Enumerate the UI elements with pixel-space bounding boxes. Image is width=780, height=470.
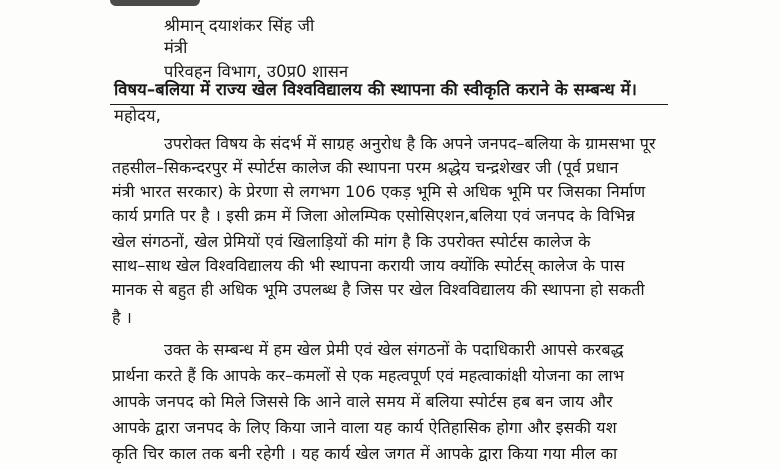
paragraph-2-line: कृति चिर काल तक बनी रहेगी । यह कार्य खेल जगत में आपके द्वारा किया गया मील का	[112, 444, 618, 463]
paper-edge-mark	[110, 0, 200, 6]
paragraph-2-line: उक्त के सम्बन्ध में हम खेल प्रेमी एवं खेल संगठनों के पदाधिकारी आपसे करबद्ध	[164, 340, 624, 359]
paragraph-1-line: कार्य प्रगति पर है । इसी क्रम में जिला ओलम्पिक एसोसिएशन,बलिया एवं जनपद के विभिन्न	[112, 206, 635, 225]
addressee-name: श्रीमान् दयाशंकर सिंह जी	[164, 16, 315, 35]
addressee-designation: मंत्री	[164, 38, 188, 57]
paragraph-1-line: खेल संगठनों, खेल प्रेमियों एवं खिलाड़ियों की मांग है कि उपरोक्त स्पोर्टस कालेज के	[112, 232, 591, 251]
paragraph-1-line: साथ–साथ खेल विश्वविद्यालय की भी स्थापना करायी जाय क्योंकि स्पोर्टस् कालेज के पास	[112, 256, 625, 275]
subject-underline	[110, 104, 668, 105]
paragraph-2-line: प्रार्थना करते हैं कि आपके कर–कमलों से एक महत्वपूर्ण एवं महत्वाकांक्षी योजना का लाभ	[112, 366, 625, 385]
paragraph-1-line: तहसील–सिकन्दरपुर में स्पोर्टस कालेज की स्थापना परम श्रद्धेय चन्द्रशेखर जी (पूर्व प्रधान	[112, 158, 619, 177]
paragraph-1-line: मंत्री भारत सरकार) के प्रेरणा से लगभग 106 एकड़ भूमि से अधिक भूमि पर जिसका निर्माण	[112, 182, 646, 201]
salutation: महोदय,	[114, 106, 161, 125]
subject-line: विषय–बलिया में राज्य खेल विश्वविद्यालय की स्थापना की स्वीकृति कराने के सम्बन्ध में।	[114, 80, 637, 99]
paragraph-2-line: आपके द्वारा जनपद के लिए किया जाने वाला यह कार्य ऐतिहासिक होगा और इसकी यश	[112, 418, 617, 437]
paragraph-1-line: उपरोक्त विषय के संदर्भ में साग्रह अनुरोध है कि अपने जनपद–बलिया के ग्रामसभा पूर	[164, 134, 656, 153]
paragraph-2-line: आपके जनपद को मिले जिससे कि आने वाले समय में बलिया स्पोर्टस हब बन जाय और	[112, 392, 613, 411]
paragraph-1-line: मानक से बहुत ही अधिक भूमि उपलब्ध है जिस पर खेल विश्वविद्यालय की स्थापना हो सकती	[112, 280, 645, 299]
paragraph-1-line: है ।	[112, 308, 132, 327]
addressee-department: परिवहन विभाग, उ0प्र0 शासन	[164, 62, 349, 81]
